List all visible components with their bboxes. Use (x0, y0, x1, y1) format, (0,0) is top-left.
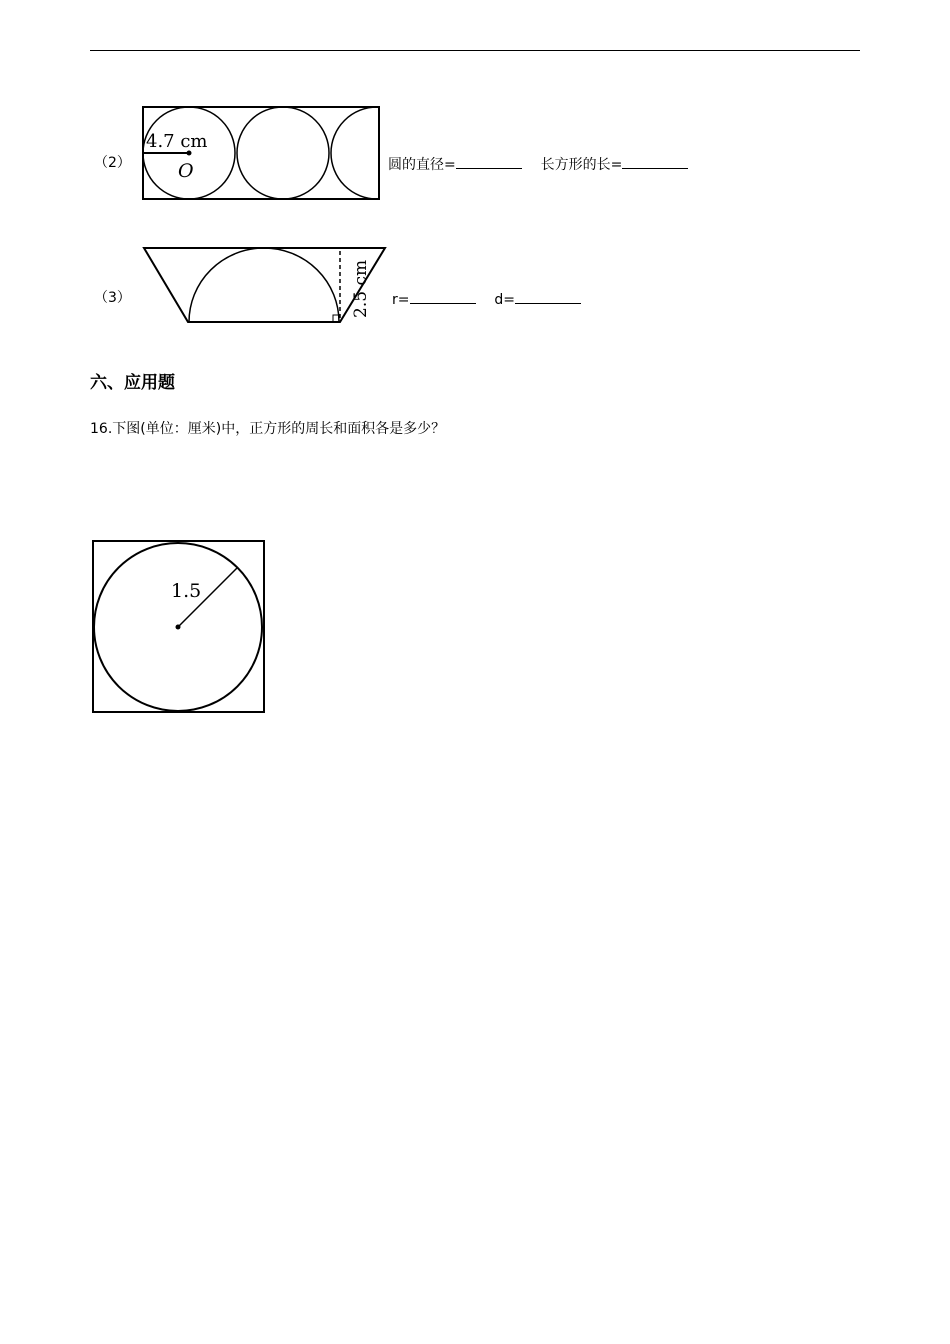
trapezoid (144, 248, 385, 322)
radius-blank[interactable] (410, 289, 476, 304)
item-3-number: （3） (94, 290, 131, 306)
diameter-prompt: 圆的直径= (388, 157, 456, 173)
section-title: 六、应用题 (90, 373, 175, 393)
item-2-number: （2） (94, 155, 131, 171)
d-blank[interactable] (515, 289, 581, 304)
item-3-answer-line (392, 289, 581, 309)
figure-square-circle (90, 538, 268, 716)
question-16-text: 16.下图(单位：厘米)中，正方形的周长和面积各是多少？ (90, 421, 446, 437)
radius-prompt: r= (392, 292, 410, 308)
radius-label: 1.5 (171, 580, 202, 602)
diameter-blank[interactable] (456, 154, 522, 169)
d-prompt: d= (494, 292, 516, 308)
item-2-answer-line (388, 154, 688, 174)
figure-trapezoid-semicircle (140, 244, 390, 328)
length-blank[interactable] (622, 154, 688, 169)
circle-2 (237, 107, 329, 199)
radius-label: 4.7 cm (146, 131, 208, 152)
length-prompt: 长方形的长= (540, 157, 623, 173)
figure-rectangle-circles (140, 104, 385, 202)
center-label: O (178, 160, 194, 182)
height-label: 2.5 cm (351, 259, 371, 318)
semicircle (189, 248, 339, 322)
header-rule (90, 50, 860, 51)
circle-3 (331, 107, 423, 199)
center-point (176, 625, 181, 630)
